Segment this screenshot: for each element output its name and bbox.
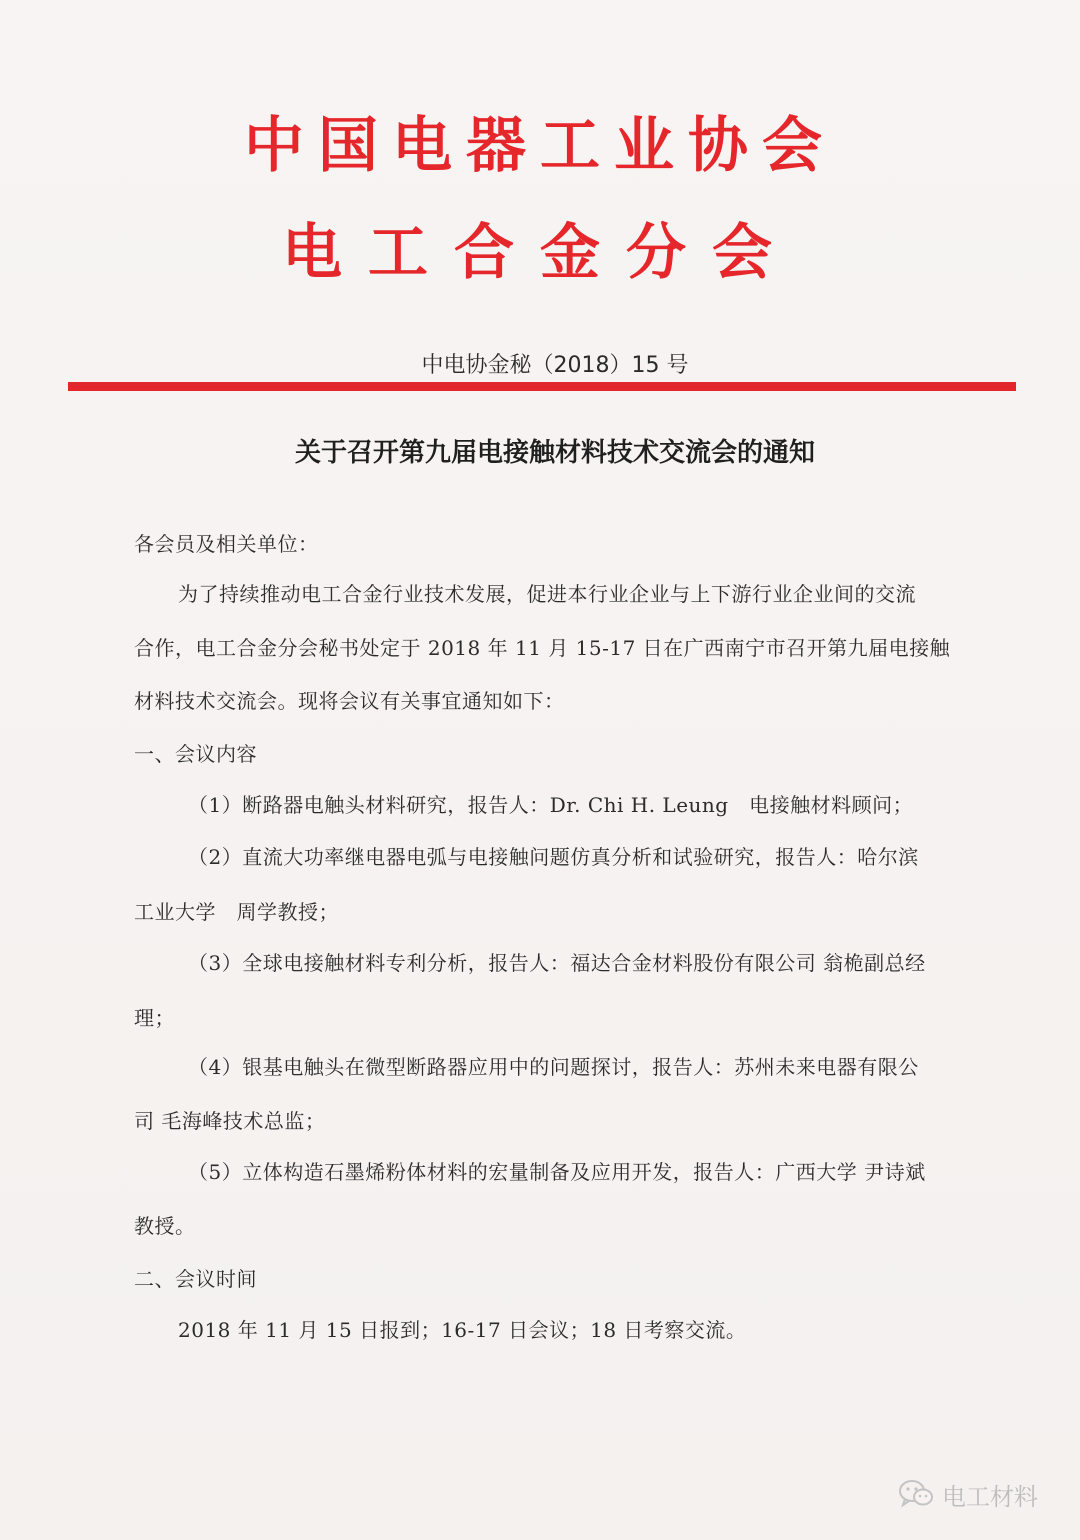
- intro-line-2: 合作，电工合金分会秘书处定于 2018 年 11 月 15-17 日在广西南宁市召开第九届电接触: [134, 636, 951, 660]
- section2-heading: 二、会议时间: [134, 1267, 257, 1291]
- intro-line-3: 材料技术交流会。现将会议有关事宜通知如下：: [134, 689, 565, 713]
- agenda-item-2: （2）直流大功率继电器电弧与电接触问题仿真分析和试验研究，报告人：哈尔滨: [188, 845, 919, 869]
- notice-title: 关于召开第九届电接触材料技术交流会的通知: [294, 438, 815, 468]
- agenda-item-2-cont: 工业大学 周学教授；: [134, 900, 339, 924]
- agenda-item-5-cont: 教授。: [134, 1214, 196, 1238]
- agenda-item-3-cont: 理；: [134, 1006, 175, 1030]
- letterhead-org-name: 中国电器工业协会: [244, 111, 836, 181]
- intro-line-1: 为了持续推动电工合金行业技术发展，促进本行业企业与上下游行业企业间的交流: [178, 582, 916, 606]
- agenda-item-4: （4）银基电触头在微型断路器应用中的问题探讨，报告人：苏州未来电器有限公: [188, 1055, 919, 1079]
- meeting-schedule: 2018 年 11 月 15 日报到；16-17 日会议；18 日考察交流。: [178, 1318, 747, 1342]
- letterhead-branch-name: 电工合金分会: [282, 218, 798, 288]
- watermark-text: 电工材料: [942, 1482, 1038, 1511]
- agenda-item-1: （1）断路器电触头材料研究，报告人：Dr. Chi H. Leung 电接触材料顾问；: [188, 793, 914, 817]
- salutation: 各会员及相关单位：: [134, 532, 319, 556]
- wechat-icon: [898, 1479, 934, 1509]
- document-number: 中电协金秘（2018）15 号: [421, 353, 689, 378]
- agenda-item-4-cont: 司 毛海峰技术总监；: [134, 1109, 326, 1133]
- agenda-item-3: （3）全球电接触材料专利分析，报告人：福达合金材料股份有限公司 翁桅副总经: [188, 951, 926, 975]
- red-divider-rule: [68, 382, 1016, 391]
- agenda-item-5: （5）立体构造石墨烯粉体材料的宏量制备及应用开发，报告人：广西大学 尹诗斌: [188, 1160, 926, 1184]
- wechat-watermark: [898, 1474, 1038, 1514]
- section1-heading: 一、会议内容: [134, 742, 257, 766]
